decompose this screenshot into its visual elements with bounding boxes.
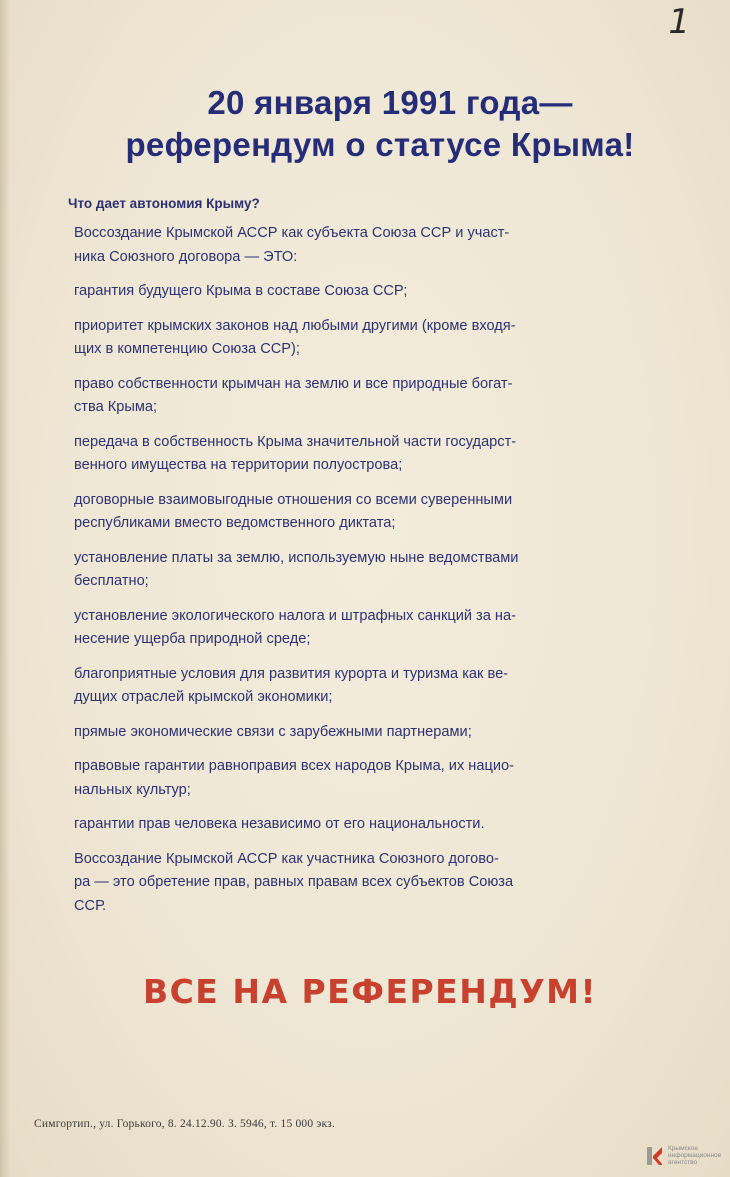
paragraph-line: правовые гарантии равноправия всех народов Крыма, их нацио- bbox=[74, 758, 514, 774]
body-text bbox=[74, 222, 634, 929]
subheading: Что дает автономия Крыму? bbox=[68, 196, 260, 211]
paragraph-line: Воссоздание Крымской АССР как участника Союзного догово- bbox=[74, 850, 499, 867]
paragraph-line: ССР. bbox=[74, 897, 107, 914]
paragraph-line: бесплатно; bbox=[74, 573, 149, 589]
paragraph bbox=[74, 280, 634, 304]
paragraph-line: щих в компетенцию Союза ССР); bbox=[74, 341, 300, 357]
paragraph-line: ра — это обретение прав, равных правам всех субъектов Союза bbox=[74, 874, 514, 890]
handwritten-page-number: 1 bbox=[668, 2, 690, 42]
paragraph-line: право собственности крымчан на землю и все природные богат- bbox=[74, 375, 513, 392]
paragraph-line: ника Союзного договора — ЭТО: bbox=[74, 248, 298, 265]
headline-line-2: референдум о статусе Крыма! bbox=[125, 126, 635, 163]
headline-line-1: 20 января 1991 года— bbox=[207, 84, 573, 121]
paragraph bbox=[74, 315, 634, 362]
paragraph bbox=[74, 813, 634, 837]
paragraph-line: несение ущерба природной среде; bbox=[74, 631, 311, 647]
paragraph-line: республиками вместо ведомственного диктата; bbox=[74, 515, 396, 531]
paragraph-line: Воссоздание Крымской АССР как субъекта Союза ССР и участ- bbox=[74, 225, 510, 241]
paragraph-line: прямые экономические связи с зарубежными партнерами; bbox=[74, 723, 472, 740]
paragraph bbox=[74, 605, 634, 652]
paragraph bbox=[74, 431, 634, 478]
paragraph bbox=[74, 848, 634, 919]
slogan: ВСЕ НА РЕФЕРЕНДУМ! bbox=[142, 972, 598, 1011]
paragraph-line: благоприятные условия для развития курорта и туризма как ве- bbox=[74, 665, 509, 682]
paragraph-line: передача в собственность Крыма значительной части государст- bbox=[74, 433, 517, 450]
paragraph-line: установление экологического налога и штрафных санкций за на- bbox=[74, 607, 516, 624]
paragraph-line: приоритет крымских законов над любыми другими (кроме входя- bbox=[74, 317, 516, 334]
paragraph bbox=[74, 663, 634, 710]
logo-text-line-1: Крымское bbox=[668, 1145, 698, 1152]
paragraph-line: установление платы за землю, используемую ныне ведомствами bbox=[74, 549, 519, 566]
paragraph bbox=[74, 721, 634, 745]
paragraph-line: гарантия будущего Крыма в составе Союза ССР; bbox=[74, 283, 408, 299]
paragraph bbox=[74, 489, 634, 536]
printing-imprint: Симгортип., ул. Горького, 8. 24.12.90. З. 5946, т. 15 000 экз. bbox=[34, 1118, 336, 1130]
agency-logo bbox=[646, 1144, 728, 1170]
paragraph-line: гарантии прав человека независимо от его национальности. bbox=[74, 816, 485, 832]
logo-text-line-2: информационное bbox=[668, 1152, 722, 1159]
crimean-info-agency-logo-icon bbox=[646, 1146, 664, 1166]
paragraph bbox=[74, 547, 634, 594]
headline bbox=[0, 82, 730, 166]
paragraph bbox=[74, 222, 634, 269]
paragraph bbox=[74, 373, 634, 420]
logo-text-line-3: агентство bbox=[668, 1159, 698, 1166]
paragraph-line: венного имущества на территории полуострова; bbox=[74, 457, 403, 473]
paragraph-line: договорные взаимовыгодные отношения со всеми суверенными bbox=[74, 491, 513, 508]
paragraph-line: дущих отраслей крымской экономики; bbox=[74, 689, 333, 705]
paragraph bbox=[74, 755, 634, 802]
paragraph-line: нальных культур; bbox=[74, 781, 191, 798]
logo-text bbox=[668, 1145, 721, 1166]
paragraph-line: ства Крыма; bbox=[74, 399, 158, 415]
